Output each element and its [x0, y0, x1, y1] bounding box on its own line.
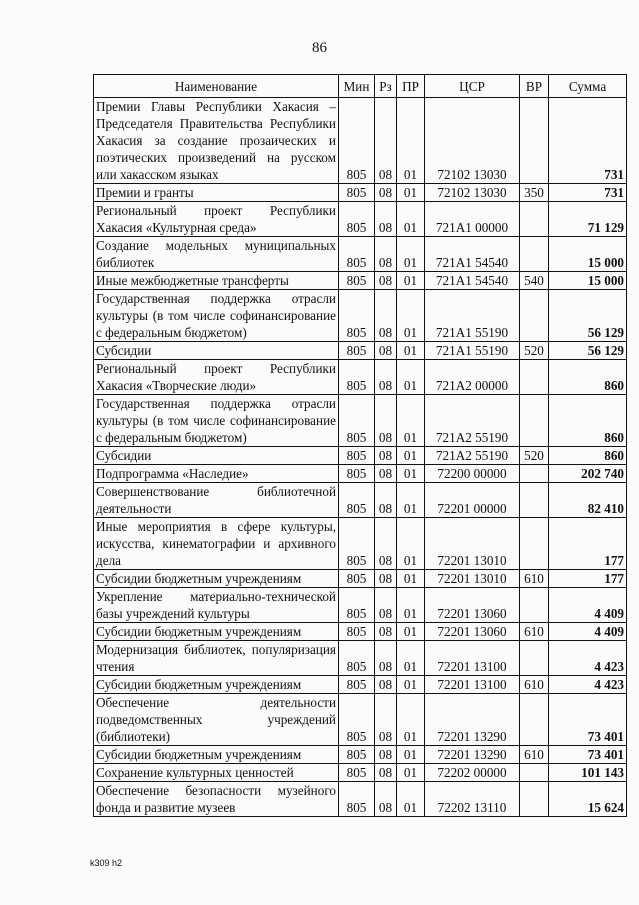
row-min: 805	[339, 272, 375, 290]
row-sum: 4 423	[549, 641, 627, 676]
row-vr	[520, 290, 549, 342]
row-name: Создание модельных муниципальных библиотек	[94, 237, 339, 272]
row-min: 805	[339, 395, 375, 447]
row-pr: 01	[397, 290, 425, 342]
row-rz: 08	[375, 202, 397, 237]
table-row	[94, 694, 627, 746]
page-number: 86	[312, 40, 327, 56]
row-vr	[520, 518, 549, 570]
table-row	[94, 202, 627, 237]
row-csr: 72201 13290	[425, 746, 520, 764]
row-rz: 08	[375, 237, 397, 272]
row-vr: 520	[520, 342, 549, 360]
row-rz: 08	[375, 290, 397, 342]
col-header-min: Мин	[339, 75, 375, 98]
table-row	[94, 290, 627, 342]
table-row	[94, 676, 627, 694]
row-csr: 72201 13010	[425, 570, 520, 588]
row-rz: 08	[375, 746, 397, 764]
row-name: Совершенствование библиотечной деятельности	[94, 483, 339, 518]
row-csr: 721A2 00000	[425, 360, 520, 395]
row-min: 805	[339, 518, 375, 570]
table-row	[94, 764, 627, 782]
table-row	[94, 641, 627, 676]
table-row	[94, 98, 627, 184]
row-csr: 72202 13110	[425, 782, 520, 817]
row-min: 805	[339, 447, 375, 465]
row-vr	[520, 395, 549, 447]
row-vr: 610	[520, 676, 549, 694]
row-sum: 56 129	[549, 290, 627, 342]
row-csr: 72201 13060	[425, 623, 520, 641]
row-csr: 721A1 00000	[425, 202, 520, 237]
row-name: Укрепление материально-технической базы учреждений культуры	[94, 588, 339, 623]
row-pr: 01	[397, 237, 425, 272]
row-vr: 350	[520, 184, 549, 202]
row-rz: 08	[375, 676, 397, 694]
row-pr: 01	[397, 184, 425, 202]
row-name: Субсидии бюджетным учреждениям	[94, 570, 339, 588]
row-min: 805	[339, 98, 375, 184]
row-min: 805	[339, 746, 375, 764]
row-sum: 15 624	[549, 782, 627, 817]
row-rz: 08	[375, 764, 397, 782]
row-sum: 860	[549, 395, 627, 447]
row-sum: 71 129	[549, 202, 627, 237]
row-min: 805	[339, 764, 375, 782]
table-row	[94, 623, 627, 641]
row-pr: 01	[397, 676, 425, 694]
row-csr: 72201 13060	[425, 588, 520, 623]
row-vr: 610	[520, 746, 549, 764]
row-rz: 08	[375, 518, 397, 570]
row-name: Государственная поддержка отрасли культуры (в том числе софинансирование с федеральным бюджетом)	[94, 395, 339, 447]
row-vr	[520, 202, 549, 237]
row-min: 805	[339, 570, 375, 588]
row-rz: 08	[375, 98, 397, 184]
budget-table	[93, 74, 627, 817]
row-pr: 01	[397, 694, 425, 746]
table-row	[94, 746, 627, 764]
row-rz: 08	[375, 570, 397, 588]
row-name: Сохранение культурных ценностей	[94, 764, 339, 782]
row-vr	[520, 483, 549, 518]
row-sum: 82 410	[549, 483, 627, 518]
row-name: Субсидии бюджетным учреждениям	[94, 676, 339, 694]
row-csr: 72201 00000	[425, 483, 520, 518]
table-row	[94, 342, 627, 360]
row-pr: 01	[397, 342, 425, 360]
row-csr: 72200 00000	[425, 465, 520, 483]
row-min: 805	[339, 202, 375, 237]
row-vr	[520, 764, 549, 782]
row-min: 805	[339, 676, 375, 694]
row-sum: 731	[549, 184, 627, 202]
row-rz: 08	[375, 641, 397, 676]
row-sum: 4 423	[549, 676, 627, 694]
row-rz: 08	[375, 342, 397, 360]
row-vr	[520, 360, 549, 395]
table-row	[94, 447, 627, 465]
row-csr: 72102 13030	[425, 184, 520, 202]
row-pr: 01	[397, 518, 425, 570]
row-sum: 731	[549, 98, 627, 184]
footer-code: k309 h2	[90, 858, 123, 868]
row-rz: 08	[375, 184, 397, 202]
col-header-rz: Рз	[375, 75, 397, 98]
row-rz: 08	[375, 465, 397, 483]
row-name: Субсидии	[94, 447, 339, 465]
table-header-row	[94, 75, 627, 98]
row-csr: 721A1 55190	[425, 290, 520, 342]
row-vr	[520, 237, 549, 272]
row-name: Субсидии	[94, 342, 339, 360]
row-pr: 01	[397, 395, 425, 447]
row-sum: 73 401	[549, 694, 627, 746]
row-pr: 01	[397, 202, 425, 237]
row-name: Премии Главы Республики Хакасия – Председателя Правительства Республики Хакасия за создание прозаических и поэтических произведений на русском или хакасском языках	[94, 98, 339, 184]
row-sum: 101 143	[549, 764, 627, 782]
table-row	[94, 184, 627, 202]
row-sum: 860	[549, 360, 627, 395]
table-row	[94, 360, 627, 395]
row-min: 805	[339, 237, 375, 272]
row-name: Обеспечение безопасности музейного фонда и развитие музеев	[94, 782, 339, 817]
row-sum: 860	[549, 447, 627, 465]
row-vr	[520, 465, 549, 483]
row-vr	[520, 694, 549, 746]
row-min: 805	[339, 184, 375, 202]
table-row	[94, 483, 627, 518]
table-row	[94, 588, 627, 623]
row-pr: 01	[397, 98, 425, 184]
row-pr: 01	[397, 746, 425, 764]
row-sum: 15 000	[549, 237, 627, 272]
row-rz: 08	[375, 447, 397, 465]
row-csr: 72102 13030	[425, 98, 520, 184]
row-csr: 721A1 54540	[425, 237, 520, 272]
row-csr: 72201 13100	[425, 676, 520, 694]
row-vr: 610	[520, 623, 549, 641]
row-csr: 721A1 55190	[425, 342, 520, 360]
row-min: 805	[339, 360, 375, 395]
row-vr	[520, 98, 549, 184]
row-sum: 177	[549, 570, 627, 588]
col-header-sum: Сумма	[549, 75, 627, 98]
row-sum: 177	[549, 518, 627, 570]
row-csr: 721A1 54540	[425, 272, 520, 290]
row-sum: 4 409	[549, 588, 627, 623]
row-min: 805	[339, 694, 375, 746]
row-min: 805	[339, 483, 375, 518]
col-header-name: Наименование	[94, 75, 339, 98]
table-row	[94, 272, 627, 290]
row-name: Региональный проект Республики Хакасия «Творческие люди»	[94, 360, 339, 395]
row-rz: 08	[375, 272, 397, 290]
row-rz: 08	[375, 782, 397, 817]
row-rz: 08	[375, 395, 397, 447]
table-row	[94, 570, 627, 588]
row-name: Обеспечение деятельности подведомственных учреждений (библиотеки)	[94, 694, 339, 746]
row-name: Иные межбюджетные трансферты	[94, 272, 339, 290]
row-csr: 72202 00000	[425, 764, 520, 782]
row-min: 805	[339, 641, 375, 676]
row-sum: 56 129	[549, 342, 627, 360]
row-min: 805	[339, 782, 375, 817]
row-min: 805	[339, 623, 375, 641]
row-pr: 01	[397, 782, 425, 817]
row-sum: 202 740	[549, 465, 627, 483]
row-pr: 01	[397, 588, 425, 623]
row-name: Премии и гранты	[94, 184, 339, 202]
row-name: Подпрограмма «Наследие»	[94, 465, 339, 483]
row-sum: 4 409	[549, 623, 627, 641]
row-name: Иные мероприятия в сфере культуры, искусства, кинематографии и архивного дела	[94, 518, 339, 570]
row-name: Субсидии бюджетным учреждениям	[94, 746, 339, 764]
row-rz: 08	[375, 623, 397, 641]
table-row	[94, 782, 627, 817]
row-pr: 01	[397, 641, 425, 676]
row-rz: 08	[375, 588, 397, 623]
row-min: 805	[339, 465, 375, 483]
row-vr	[520, 641, 549, 676]
row-name: Региональный проект Республики Хакасия «Культурная среда»	[94, 202, 339, 237]
table-row	[94, 395, 627, 447]
row-name: Субсидии бюджетным учреждениям	[94, 623, 339, 641]
row-sum: 15 000	[549, 272, 627, 290]
row-csr: 72201 13010	[425, 518, 520, 570]
col-header-vr: ВР	[520, 75, 549, 98]
row-csr: 72201 13290	[425, 694, 520, 746]
row-rz: 08	[375, 360, 397, 395]
row-pr: 01	[397, 272, 425, 290]
row-csr: 72201 13100	[425, 641, 520, 676]
row-csr: 721A2 55190	[425, 447, 520, 465]
row-csr: 721A2 55190	[425, 395, 520, 447]
row-vr: 520	[520, 447, 549, 465]
row-sum: 73 401	[549, 746, 627, 764]
row-name: Модернизация библиотек, популяризация чтения	[94, 641, 339, 676]
row-min: 805	[339, 290, 375, 342]
row-pr: 01	[397, 483, 425, 518]
row-pr: 01	[397, 764, 425, 782]
row-pr: 01	[397, 465, 425, 483]
table-row	[94, 237, 627, 272]
row-vr: 610	[520, 570, 549, 588]
row-pr: 01	[397, 570, 425, 588]
table-row	[94, 465, 627, 483]
row-rz: 08	[375, 483, 397, 518]
row-min: 805	[339, 342, 375, 360]
row-pr: 01	[397, 623, 425, 641]
table-row	[94, 518, 627, 570]
row-rz: 08	[375, 694, 397, 746]
row-pr: 01	[397, 447, 425, 465]
row-min: 805	[339, 588, 375, 623]
row-pr: 01	[397, 360, 425, 395]
row-vr	[520, 782, 549, 817]
col-header-csr: ЦСР	[425, 75, 520, 98]
row-name: Государственная поддержка отрасли культуры (в том числе софинансирование с федеральным бюджетом)	[94, 290, 339, 342]
row-vr	[520, 588, 549, 623]
col-header-pr: ПР	[397, 75, 425, 98]
row-vr: 540	[520, 272, 549, 290]
